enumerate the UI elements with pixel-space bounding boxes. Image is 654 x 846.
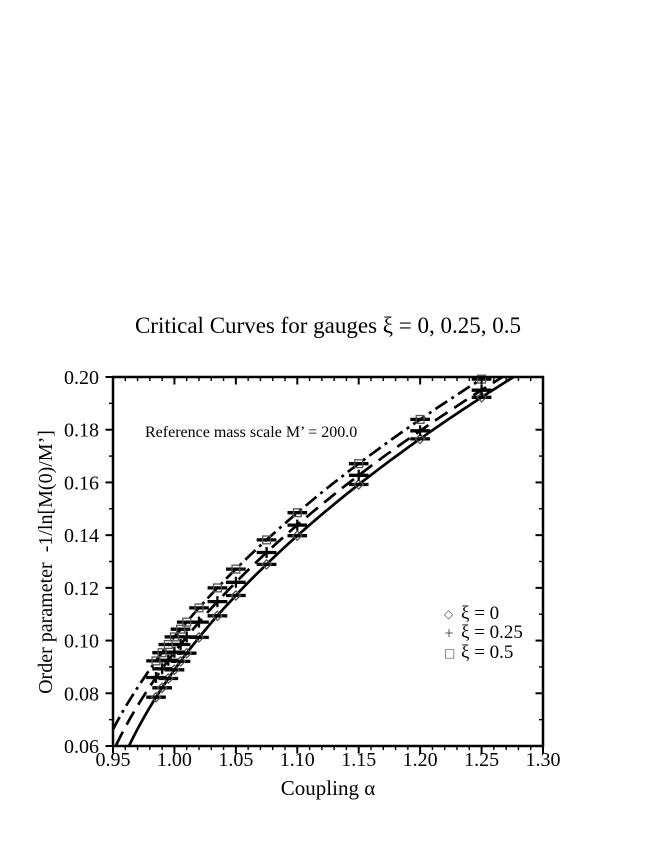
y-tick-label: 0.20 — [64, 367, 99, 389]
plus-marker-icon: + — [444, 626, 455, 641]
reference-mass-annotation: Reference mass scale M’ = 200.0 — [145, 424, 358, 441]
legend-item-xi-0-25 — [444, 624, 523, 644]
legend-label-xi-0-25: ξ = 0.25 — [461, 622, 523, 644]
y-tick-label: 0.10 — [64, 630, 99, 653]
x-tick-label: 1.20 — [402, 749, 438, 771]
square-marker-icon: □ — [444, 645, 456, 660]
y-tick-label: 0.18 — [64, 419, 99, 442]
diamond-marker-icon: ◇ — [444, 606, 454, 621]
x-tick-label: 1.10 — [279, 749, 315, 771]
y-tick-label: 0.12 — [64, 577, 99, 600]
y-tick-label: 0.16 — [64, 472, 99, 495]
x-tick-label: 1.00 — [156, 749, 192, 771]
legend-label-xi-0-5: ξ = 0.5 — [461, 641, 514, 663]
chart-title: Critical Curves for gauges ξ = 0, 0.25, 0.5 — [134, 313, 522, 338]
y-tick-label: 0.08 — [64, 683, 99, 706]
x-tick-label: 0.95 — [95, 749, 131, 771]
x-tick-label: 1.25 — [464, 749, 500, 771]
y-tick-label: 0.06 — [64, 736, 99, 758]
legend-label-xi-0: ξ = 0 — [461, 602, 500, 624]
x-tick-label: 1.15 — [341, 749, 377, 771]
y-tick-label: 0.14 — [64, 525, 99, 548]
legend-item-xi-0 — [444, 604, 523, 624]
x-tick-label: 1.30 — [525, 749, 561, 771]
legend — [444, 604, 523, 663]
legend-item-xi-0-5 — [444, 643, 523, 663]
x-tick-label: 1.05 — [218, 749, 254, 771]
x-axis-title: Coupling α — [280, 776, 376, 800]
y-axis-title: Order parameter -1/ln[M(0)/M’] — [35, 430, 57, 694]
